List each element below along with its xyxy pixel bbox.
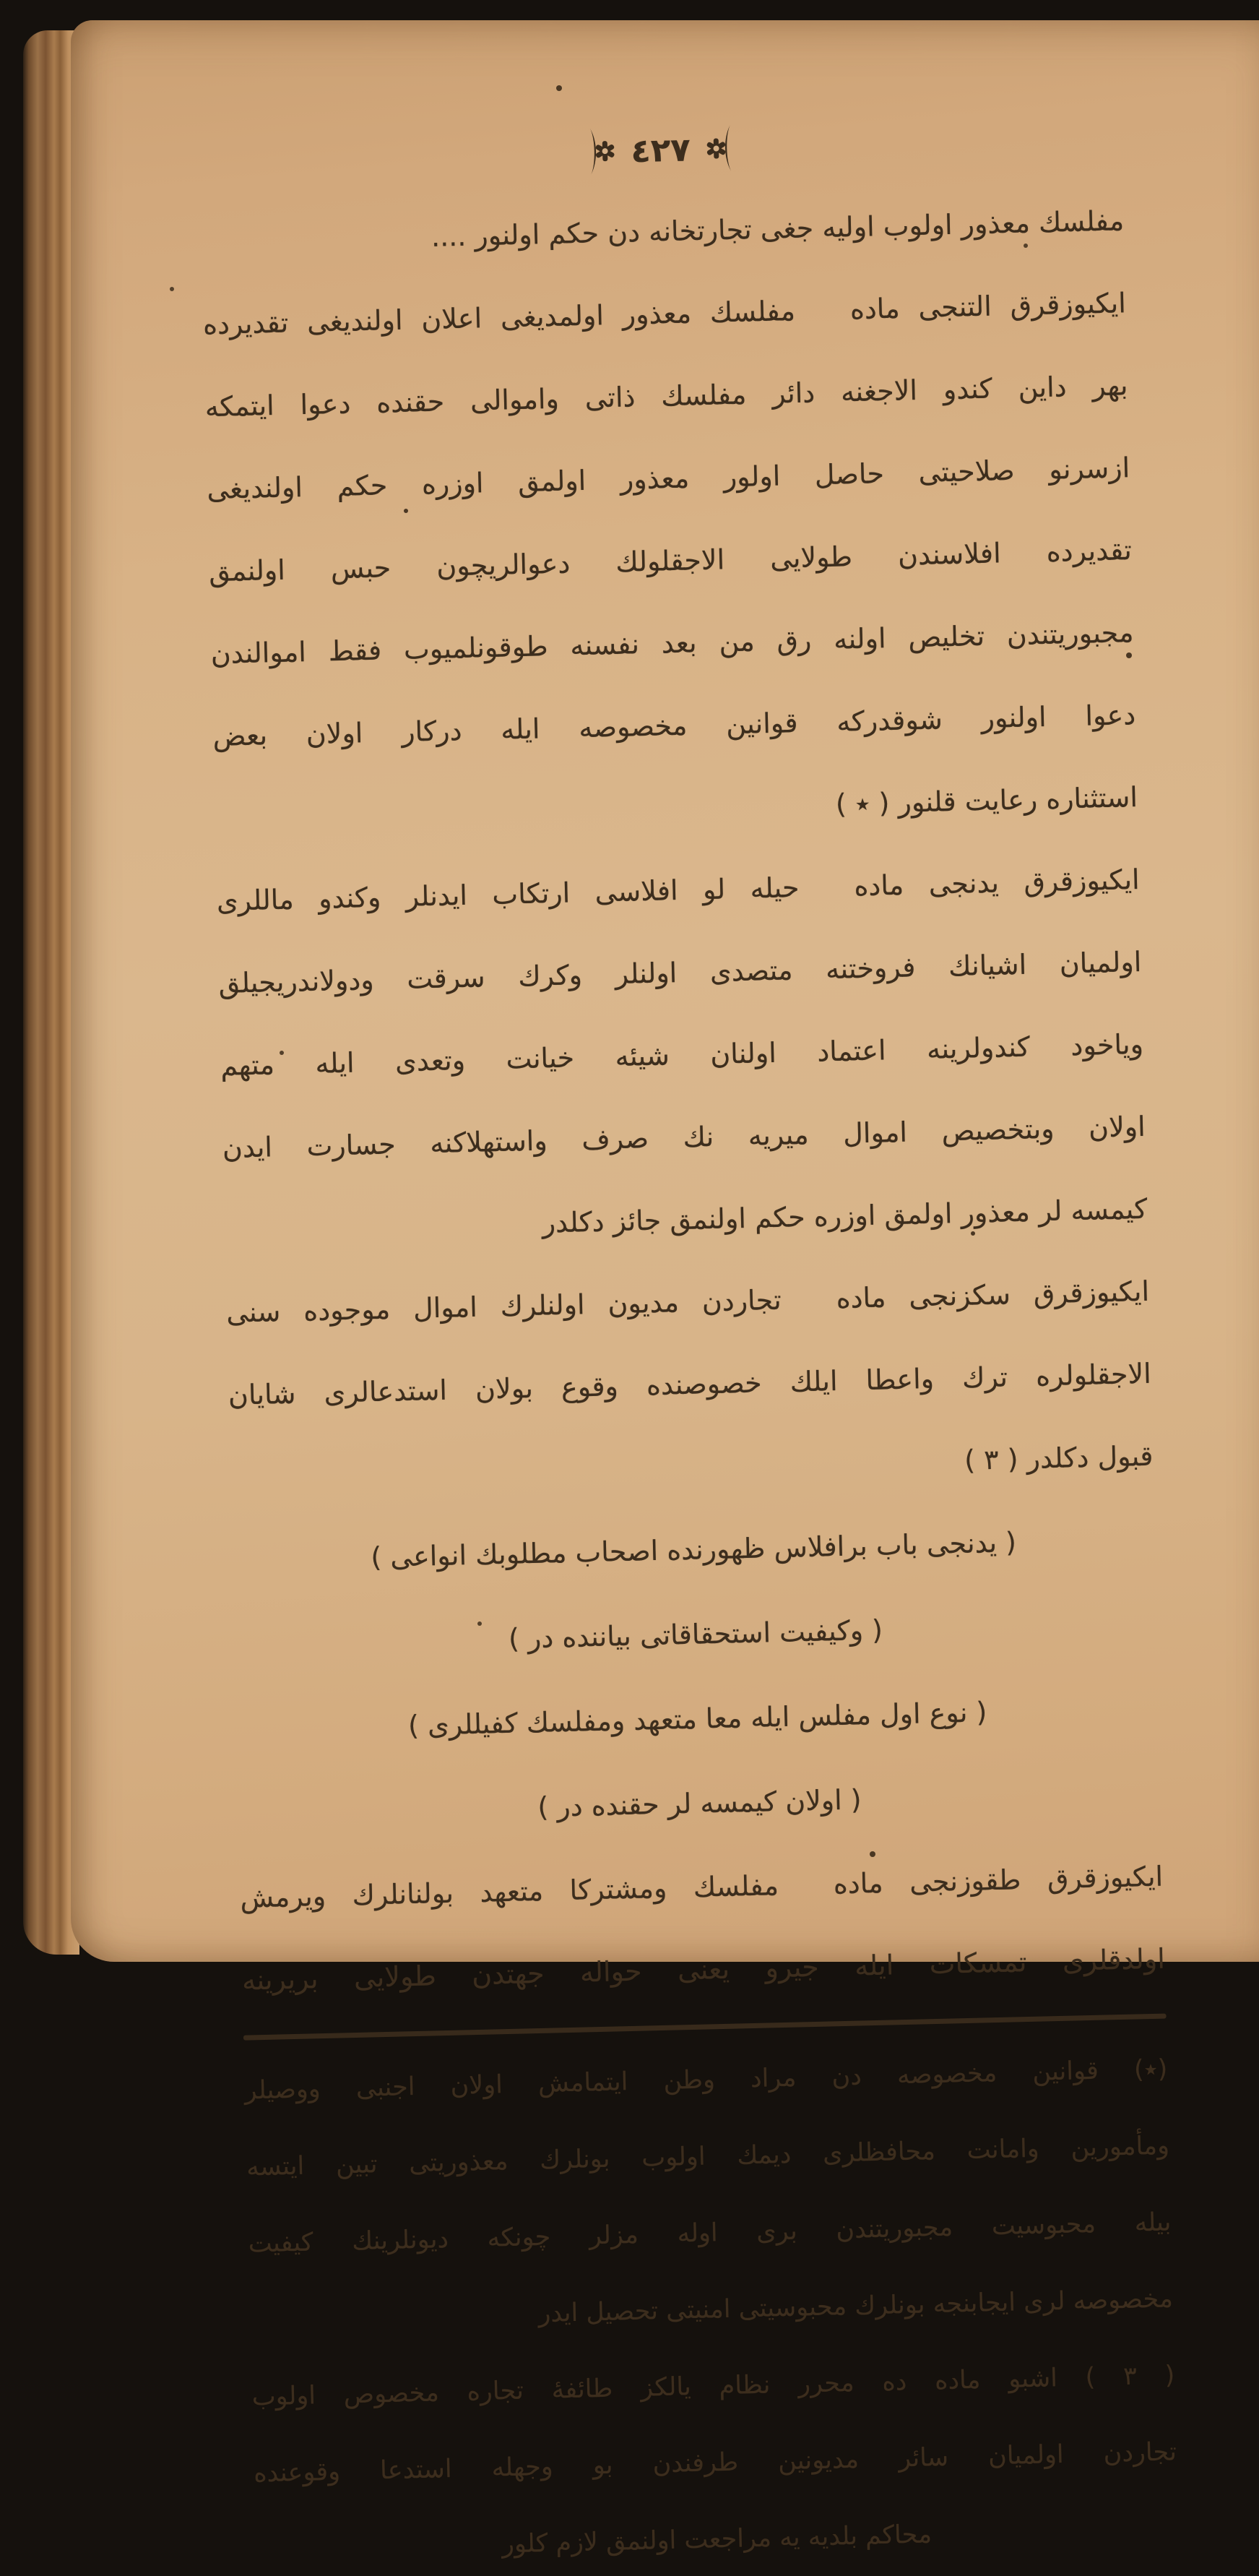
text-line: ايكيوزقرق سكزنجى ماده تجاردن مديون اولنلرك اموال موجوده سنى xyxy=(225,1275,1150,1329)
text-line: كيمسه لر معذور اولمق اوزره حكم اولنمق جائز دكلدر xyxy=(542,1192,1148,1239)
ornament-left-icon xyxy=(581,126,620,176)
text-line: اولدقلرى تمسكات ايله جيرو يعنى حواله جهتدن طولايى بريرينه xyxy=(241,1942,1166,1996)
book-page xyxy=(71,20,1259,2559)
footnote-line: بيله محبوسيت مجبوريتندن برى اوله مزلر چونكه ديونلرينك كيفيت xyxy=(248,2207,1172,2259)
footnote-line: مخصوصه لرى ايجابنجه بونلرك محبوسيتى امنيتى تحصيل ايدر xyxy=(537,2284,1174,2329)
text-line: مفلسك معذور اولوب اوليه جغى تجارتخانه دن حكم اولنور .... xyxy=(431,204,1125,253)
article-246 xyxy=(202,275,1138,846)
page-content xyxy=(196,9,1177,2559)
text-line: تقديرده افلاسندن طولايى الاجقلولك دعوالريچون حبس اولنمق xyxy=(208,534,1133,588)
ornament-right-icon xyxy=(701,124,740,173)
article-248 xyxy=(225,1264,1154,1505)
page-header xyxy=(199,115,1122,184)
text-line: ازسرنو صلاحيتى حاصل اولور معذور اولمق اوزره حكم اولنديغى xyxy=(206,452,1130,506)
text-line: الاجقلولره ترك واعطا ايلك خصوصنده وقوع بولان استدعالرى شايان xyxy=(228,1357,1152,1411)
section-heading: ( وكيفيت استحقاقاتى بياننده در ) xyxy=(508,1614,883,1655)
footnote-line: ومأمورين وامانت محافظلرى ديمك اولوب بونلرك معذوريتى تبين ايتسه xyxy=(246,2131,1170,2182)
text-line: وياخود كندولرينه اعتماد اولنان شيئه خيانت وتعدى ايله متهم xyxy=(220,1028,1144,1082)
continuation-paragraph xyxy=(201,193,1125,270)
footnote-three xyxy=(251,2350,1179,2576)
footnote-line: ( ٣ ) اشبو ماده ده محرر نظام يالكز طائفهٔ تجاره مخصوص اولوب xyxy=(251,2361,1175,2412)
text-line: مجبوريتندن تخليص اولنه رق من بعد نفسنه طوقونلميوب فقط اموالندن xyxy=(210,616,1134,671)
chapter-seven-headings xyxy=(231,1511,1161,1843)
text-line: استثناره رعايت قلنور ( ٭ ) xyxy=(835,781,1138,820)
footnote-line: (٭) قوانين مخصوصه دن مراد وطن ايتمامش اولان اجنبى ووصيلر xyxy=(244,2054,1168,2106)
section-heading: ( اولان كيمسه لر حقنده در ) xyxy=(537,1783,862,1823)
article-249 xyxy=(240,1849,1166,2008)
text-line: اولميان اشيانك فروختنه متصدى اولنلر وكرك سرقت ودولاندريجيلق xyxy=(218,945,1142,1000)
footnote-separator xyxy=(243,2014,1167,2041)
text-line: ايكيوزقرق التنجى ماده مفلسك معذور اولمديغى اعلان اولنديغى تقديرده xyxy=(202,287,1127,341)
text-line: دعوا اولنور شوقدركه قوانين مخصوصه ايله دركار اولان بعض xyxy=(212,699,1136,753)
page-number: ٤٢٧ xyxy=(630,129,691,170)
section-heading: ( يدنجى باب برافلاس ظهورنده اصحاب مطلوبك انواعى ) xyxy=(370,1526,1017,1574)
text-line: اولان وبتخصيص اموال ميريه نك صرف واستهلاكنه جسارت ايدن xyxy=(222,1110,1146,1164)
paper-speckles xyxy=(0,0,3,3)
footnote-line: تجاردن اولميان سائر مديونين طرفندن بو وجهله استدعا وقوعنده xyxy=(253,2437,1177,2489)
section-heading: ( نوع اول مفلس ايله معا متعهد ومفلسك كفيللرى ) xyxy=(407,1696,987,1742)
text-line: ايكيوزقرق يدنجى ماده حيله لو افلاسى ارتكاب ايدنلر وكندو ماللرى xyxy=(216,863,1141,918)
footnote-star xyxy=(244,2044,1174,2347)
footnote-line: محاكم بلديه يه مراجعت اولنمق لازم كلور xyxy=(501,2520,933,2559)
article-247 xyxy=(216,852,1148,1258)
text-line: قبول دكلدر ( ٣ ) xyxy=(964,1439,1154,1476)
text-line: بهر داين كندو الاجغنه دائر مفلسك ذاتى واموالى حقنده دعوا ايتمكه xyxy=(204,369,1128,423)
text-line: ايكيوزقرق طقوزنجى ماده مفلسك ومشتركا متعهد بولنانلرك ويرمش xyxy=(239,1860,1164,1914)
